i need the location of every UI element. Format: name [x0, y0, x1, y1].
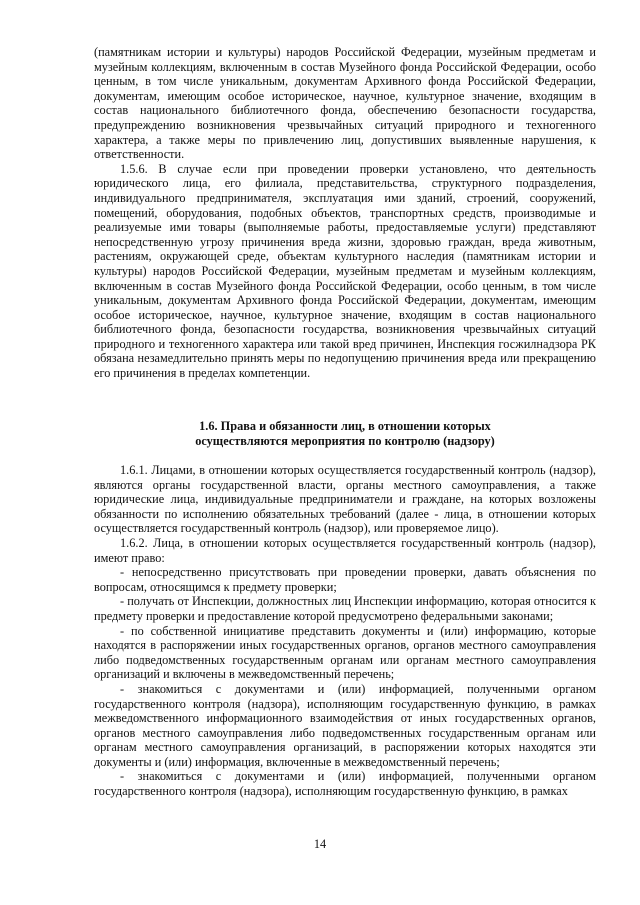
list-item-right-review-documents: - знакомиться с документами и (или) информацией, полученными органом государственного контроля (надзора), исполняющим государственную функцию, в рамках межведомственного информационного взаимодействия от иных государственных органов, органов местного самоуправления либо подведомственных государственным органам или органам местного самоуправления организаций, в распоряжении которых находятся эти документы и (или) информация, включенные в межведомственный перечень; [94, 681, 596, 769]
paragraph-continuation: (памятникам истории и культуры) народов Российской Федерации, музейным предметам и музейным коллекциям, включенным в состав Музейного фонда Российской Федерации, особо ценным, в том числе уникальным, документам Архивного фонда Российской Федерации, документам, имеющим особое историческое, научное, культурное значение, входящим в состав национального библиотечного фонда, обеспечению безопасности государства, предупреждению возникновения чрезвычайных ситуаций природного и техногенного характера, а также меры по привлечению лиц, допустивших выявленные нарушения, к ответственности. [94, 45, 596, 162]
paragraph-1-6-2: 1.6.2. Лица, в отношении которых осуществляется государственный контроль (надзор), имеют право: [94, 535, 596, 565]
paragraph-1-5-6: 1.5.6. В случае если при проведении проверки установлено, что деятельность юридического лица, его филиала, представительства, структурного подразделения, индивидуального предпринимателя, эксплуатация ими зданий, строений, сооружений, помещений, оборудования, подобных объектов, транспортных средств, производимые и реализуемые ими товары (выполняемые работы, предоставляемые услуги) представляют непосредственную угрозу причинения вреда жизни, здоровью граждан, вреда животным, растениям, окружающей среде, объектам культурного наследия (памятникам истории и культуры) народов Российской Федерации, музейным предметам и музейным коллекциям, включенным в состав Музейного фонда Российской Федерации, особо ценным, в том числе уникальным, документам Архивного фонда Российской Федерации, документам, имеющим особое историческое, научное, культурное значение, входящим в состав национального библиотечного фонда, безопасности государства, возникновения чрезвычайных ситуаций природного и техногенного характера или такой вред причинен, Инспекция госжилнадзора РК обязана незамедлительно принять меры по недопущению причинения вреда или прекращению его причинения в пределах компетенции. [94, 161, 596, 381]
section-heading-line-2: осуществляются мероприятия по контролю (надзору) [195, 433, 495, 448]
paragraph-1-6-1: 1.6.1. Лицами, в отношении которых осуществляется государственный контроль (надзор), являются органы государственной власти, органы местного самоуправления, а также юридические лица, индивидуальные предприниматели и граждане, на которых возложены обязанности по исполнению обязательных требований (далее - лица, в отношении которых осуществляется государственный контроль (надзор), или проверяемое лицо). [94, 463, 596, 536]
text-block-top [94, 45, 596, 381]
list-item-right-attend: - непосредственно присутствовать при проведении проверки, давать объяснения по вопросам, относящимся к предмету проверки; [94, 565, 596, 594]
list-item-right-submit-documents: - по собственной инициативе представить документы и (или) информацию, которые находятся в распоряжении иных государственных органов, органов местного самоуправления либо подведомственных государственным органам или органам местного самоуправления организаций и включены в межведомственный перечень; [94, 623, 596, 682]
text-block-bottom [94, 463, 596, 799]
list-item-right-review-documents-2: - знакомиться с документами и (или) информацией, полученными органом государственного контроля (надзора), исполняющим государственную функцию, в рамках [94, 769, 596, 799]
page-number: 14 [313, 837, 327, 851]
section-heading [94, 419, 596, 448]
list-item-right-receive-info: - получать от Инспекции, должностных лиц Инспекции информацию, которая относится к предмету проверки и предоставление которой предусмотрено федеральными законами; [94, 594, 596, 623]
section-heading-line-1: 1.6. Права и обязанности лиц, в отношении которых [199, 419, 491, 433]
